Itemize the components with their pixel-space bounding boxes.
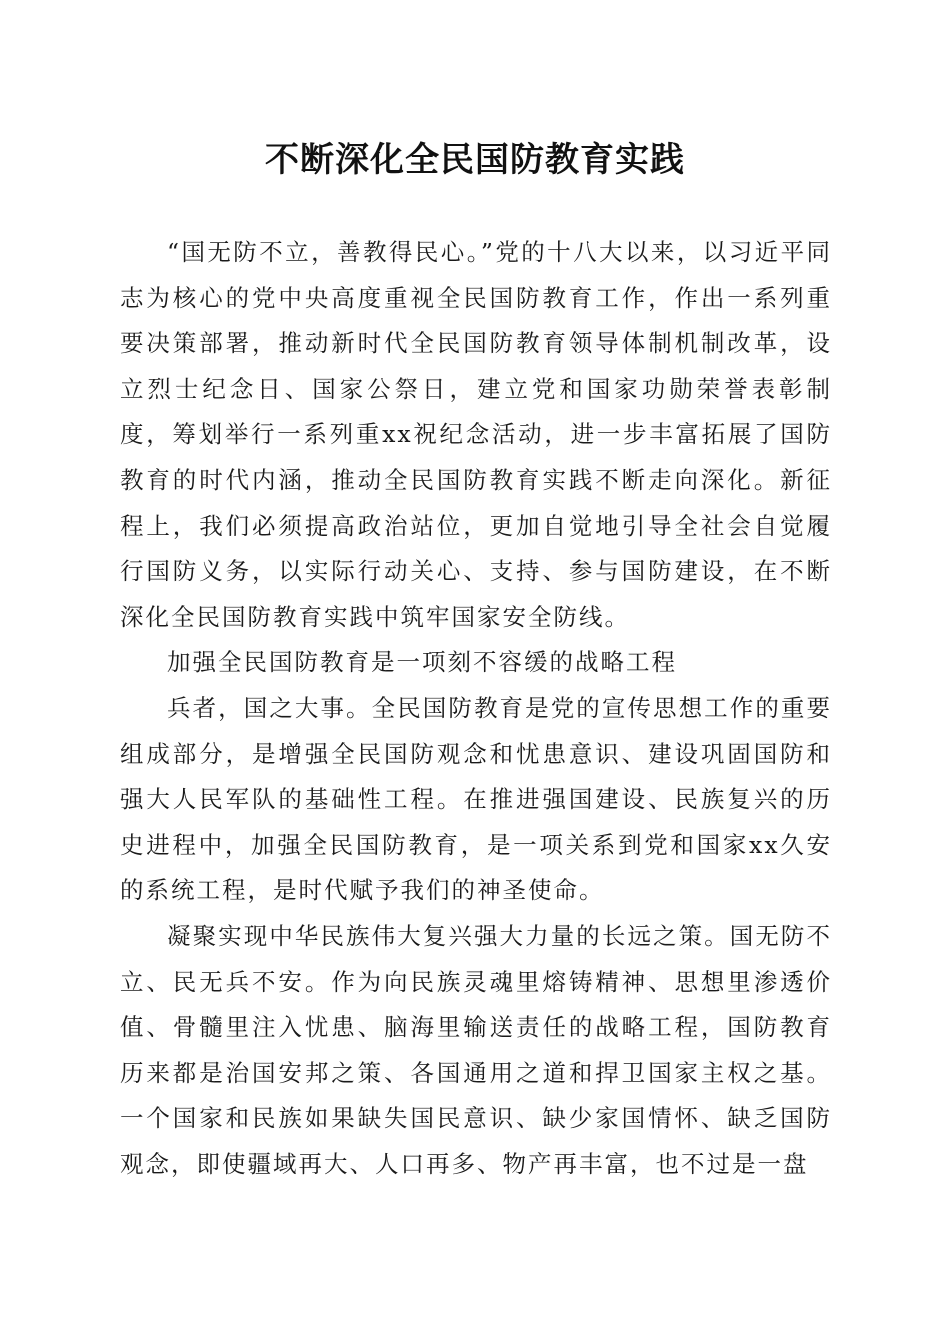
paragraph-long-term-strategy: 凝聚实现中华民族伟大复兴强大力量的长远之策。国无防不立、民无兵不安。作为向民族灵魂里熔铸精神、思想里渗透价值、骨髓里注入忧患、脑海里输送责任的战略工程，国防教育历来都是治国安邦之策、各国通用之道和捍卫国家主权之基。一个国家和民族如果缺失国民意识、缺少家国情怀、缺乏国防观念，即使疆域再大、人口再多、物产再丰富，也不过是一盘 xyxy=(120,921,832,1178)
document-body xyxy=(120,230,832,1187)
section-heading: 加强全民国防教育是一项刻不容缓的战略工程 xyxy=(167,648,677,677)
paragraph-significance: 兵者，国之大事。全民国防教育是党的宣传思想工作的重要组成部分，是增强全民国防观念和忧患意识、建设巩固国防和强大人民军队的基础性工程。在推进强国建设、民族复兴的历史进程中，加强全民国防教育，是一项关系到党和国家xx久安的系统工程，是时代赋予我们的神圣使命。 xyxy=(120,693,832,905)
paragraph-intro: “国无防不立，善教得民心。”党的十八大以来，以习近平同志为核心的党中央高度重视全民国防教育工作，作出一系列重要决策部署，推动新时代全民国防教育领导体制机制改革，设立烈士纪念日、国家公祭日，建立党和国家功勋荣誉表彰制度，筹划举行一系列重xx祝纪念活动，进一步丰富拓展了国防教育的时代内涵，推动全民国防教育实践不断走向深化。新征程上，我们必须提高政治站位，更加自觉地引导全社会自觉履行国防义务，以实际行动关心、支持、参与国防建设，在不断深化全民国防教育实践中筑牢国家安全防线。 xyxy=(120,238,832,631)
document-title: 不断深化全民国防教育实践 xyxy=(265,140,685,180)
